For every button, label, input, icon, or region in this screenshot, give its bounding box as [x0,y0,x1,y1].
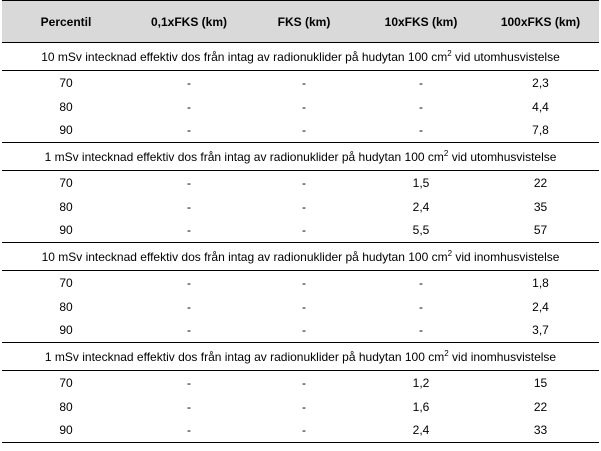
cell-percentil: 90 [59,123,73,138]
table-row [2,295,599,319]
table-header [2,1,599,43]
cell-100xfks: 33 [482,419,599,443]
section-title [2,343,599,371]
cell-100xfks: 22 [533,175,548,190]
section-title-superscript: 2 [447,248,453,258]
cell-percentil: 70 [59,75,73,90]
cell-10xfks: - [419,323,423,338]
header-0-1xfks: 0,1xFKS (km) [130,1,248,43]
cell-0-1xfks: - [130,419,248,443]
cell-10xfks: 1,6 [412,399,430,414]
cell-10xfks: - [419,275,423,290]
cell-10xfks: - [419,99,423,114]
cell-fks: - [302,323,306,338]
cell-fks: - [302,399,306,414]
header-fks: FKS (km) [248,1,360,43]
cell-100xfks: 2,4 [532,299,549,314]
cell-10xfks: - [419,299,423,314]
cell-10xfks: 2,4 [360,419,482,443]
cell-0-1xfks: - [187,275,191,290]
cell-10xfks: - [419,75,423,90]
cell-percentil: 80 [59,99,73,114]
cell-percentil: 90 [2,419,130,443]
cell-fks: - [248,419,360,443]
cell-10xfks: 2,4 [412,199,430,214]
cell-0-1xfks: - [187,375,191,390]
header-row [2,1,599,43]
cell-fks: - [302,275,306,290]
cell-fks: - [302,223,306,238]
cell-percentil: 80 [59,399,73,414]
cell-0-1xfks: - [187,399,191,414]
cell-10xfks: 5,5 [412,223,430,238]
cell-percentil: 90 [59,223,73,238]
table-row [2,319,599,343]
table-row [2,171,599,195]
cell-100xfks: 1,8 [532,275,549,290]
section-header-row [2,43,599,71]
table-row [2,371,599,395]
cell-percentil: 80 [59,199,73,214]
section-title [2,143,599,171]
cell-10xfks: 1,5 [412,175,430,190]
cell-100xfks: 3,7 [532,323,549,338]
cell-0-1xfks: - [187,175,191,190]
cell-0-1xfks: - [187,99,191,114]
cell-10xfks: 1,2 [412,375,430,390]
section-title-tail: vid utomhusvistelse [448,149,557,164]
cell-0-1xfks: - [187,323,191,338]
table-row [2,119,599,143]
section-title-text: 1 mSv intecknad effektiv dos från intag av radionuklider på hudytan 100 cm [44,349,445,364]
section-title-superscript: 2 [444,348,449,358]
table-row [2,271,599,295]
cell-percentil: 90 [59,323,73,338]
cell-percentil: 70 [59,375,73,390]
table-body [2,43,599,443]
cell-10xfks: - [419,123,423,138]
cell-100xfks: 7,8 [532,123,549,138]
table-row [2,419,599,443]
dose-distance-table [2,0,599,443]
cell-percentil: 80 [59,299,73,314]
cell-fks: - [302,199,306,214]
table-row [2,71,599,95]
section-header-row [2,143,599,171]
cell-percentil: 70 [59,175,73,190]
cell-fks: - [302,375,306,390]
section-title [2,43,599,71]
section-title [2,243,599,271]
section-title-tail: vid utomhusvistelse [451,49,560,64]
section-title-superscript: 2 [443,148,449,158]
cell-0-1xfks: - [187,75,191,90]
table-row [2,95,599,119]
cell-percentil: 70 [59,275,73,290]
table-row [2,195,599,219]
cell-100xfks: 2,3 [532,75,549,90]
cell-0-1xfks: - [187,123,191,138]
section-title-text: 10 mSv intecknad effektiv dos från intag av radionuklider på hudytan 100 cm [41,249,448,264]
cell-100xfks: 35 [533,199,548,214]
cell-0-1xfks: - [187,199,191,214]
section-title-tail: vid inomhusvistelse [452,249,560,264]
header-10xfks: 10xFKS (km) [360,1,482,43]
section-header-row [2,343,599,371]
cell-0-1xfks: - [187,223,191,238]
header-100xfks: 100xFKS (km) [482,1,599,43]
cell-100xfks: 22 [533,399,548,414]
cell-0-1xfks: - [187,299,191,314]
section-title-superscript: 2 [447,48,452,58]
section-header-row [2,243,599,271]
cell-100xfks: 15 [533,375,548,390]
cell-fks: - [302,99,306,114]
table-row [2,219,599,243]
cell-fks: - [302,299,306,314]
cell-fks: - [302,75,306,90]
cell-100xfks: 4,4 [532,99,549,114]
cell-fks: - [302,175,306,190]
cell-100xfks: 57 [533,223,548,238]
cell-fks: - [302,123,306,138]
section-title-tail: vid inomhusvistelse [448,349,557,364]
section-title-text: 10 mSv intecknad effektiv dos från intag av radionuklider på hudytan 100 cm [41,49,448,64]
header-percentil: Percentil [2,1,130,43]
section-title-text: 1 mSv intecknad effektiv dos från intag av radionuklider på hudytan 100 cm [44,149,444,164]
table-row [2,395,599,419]
